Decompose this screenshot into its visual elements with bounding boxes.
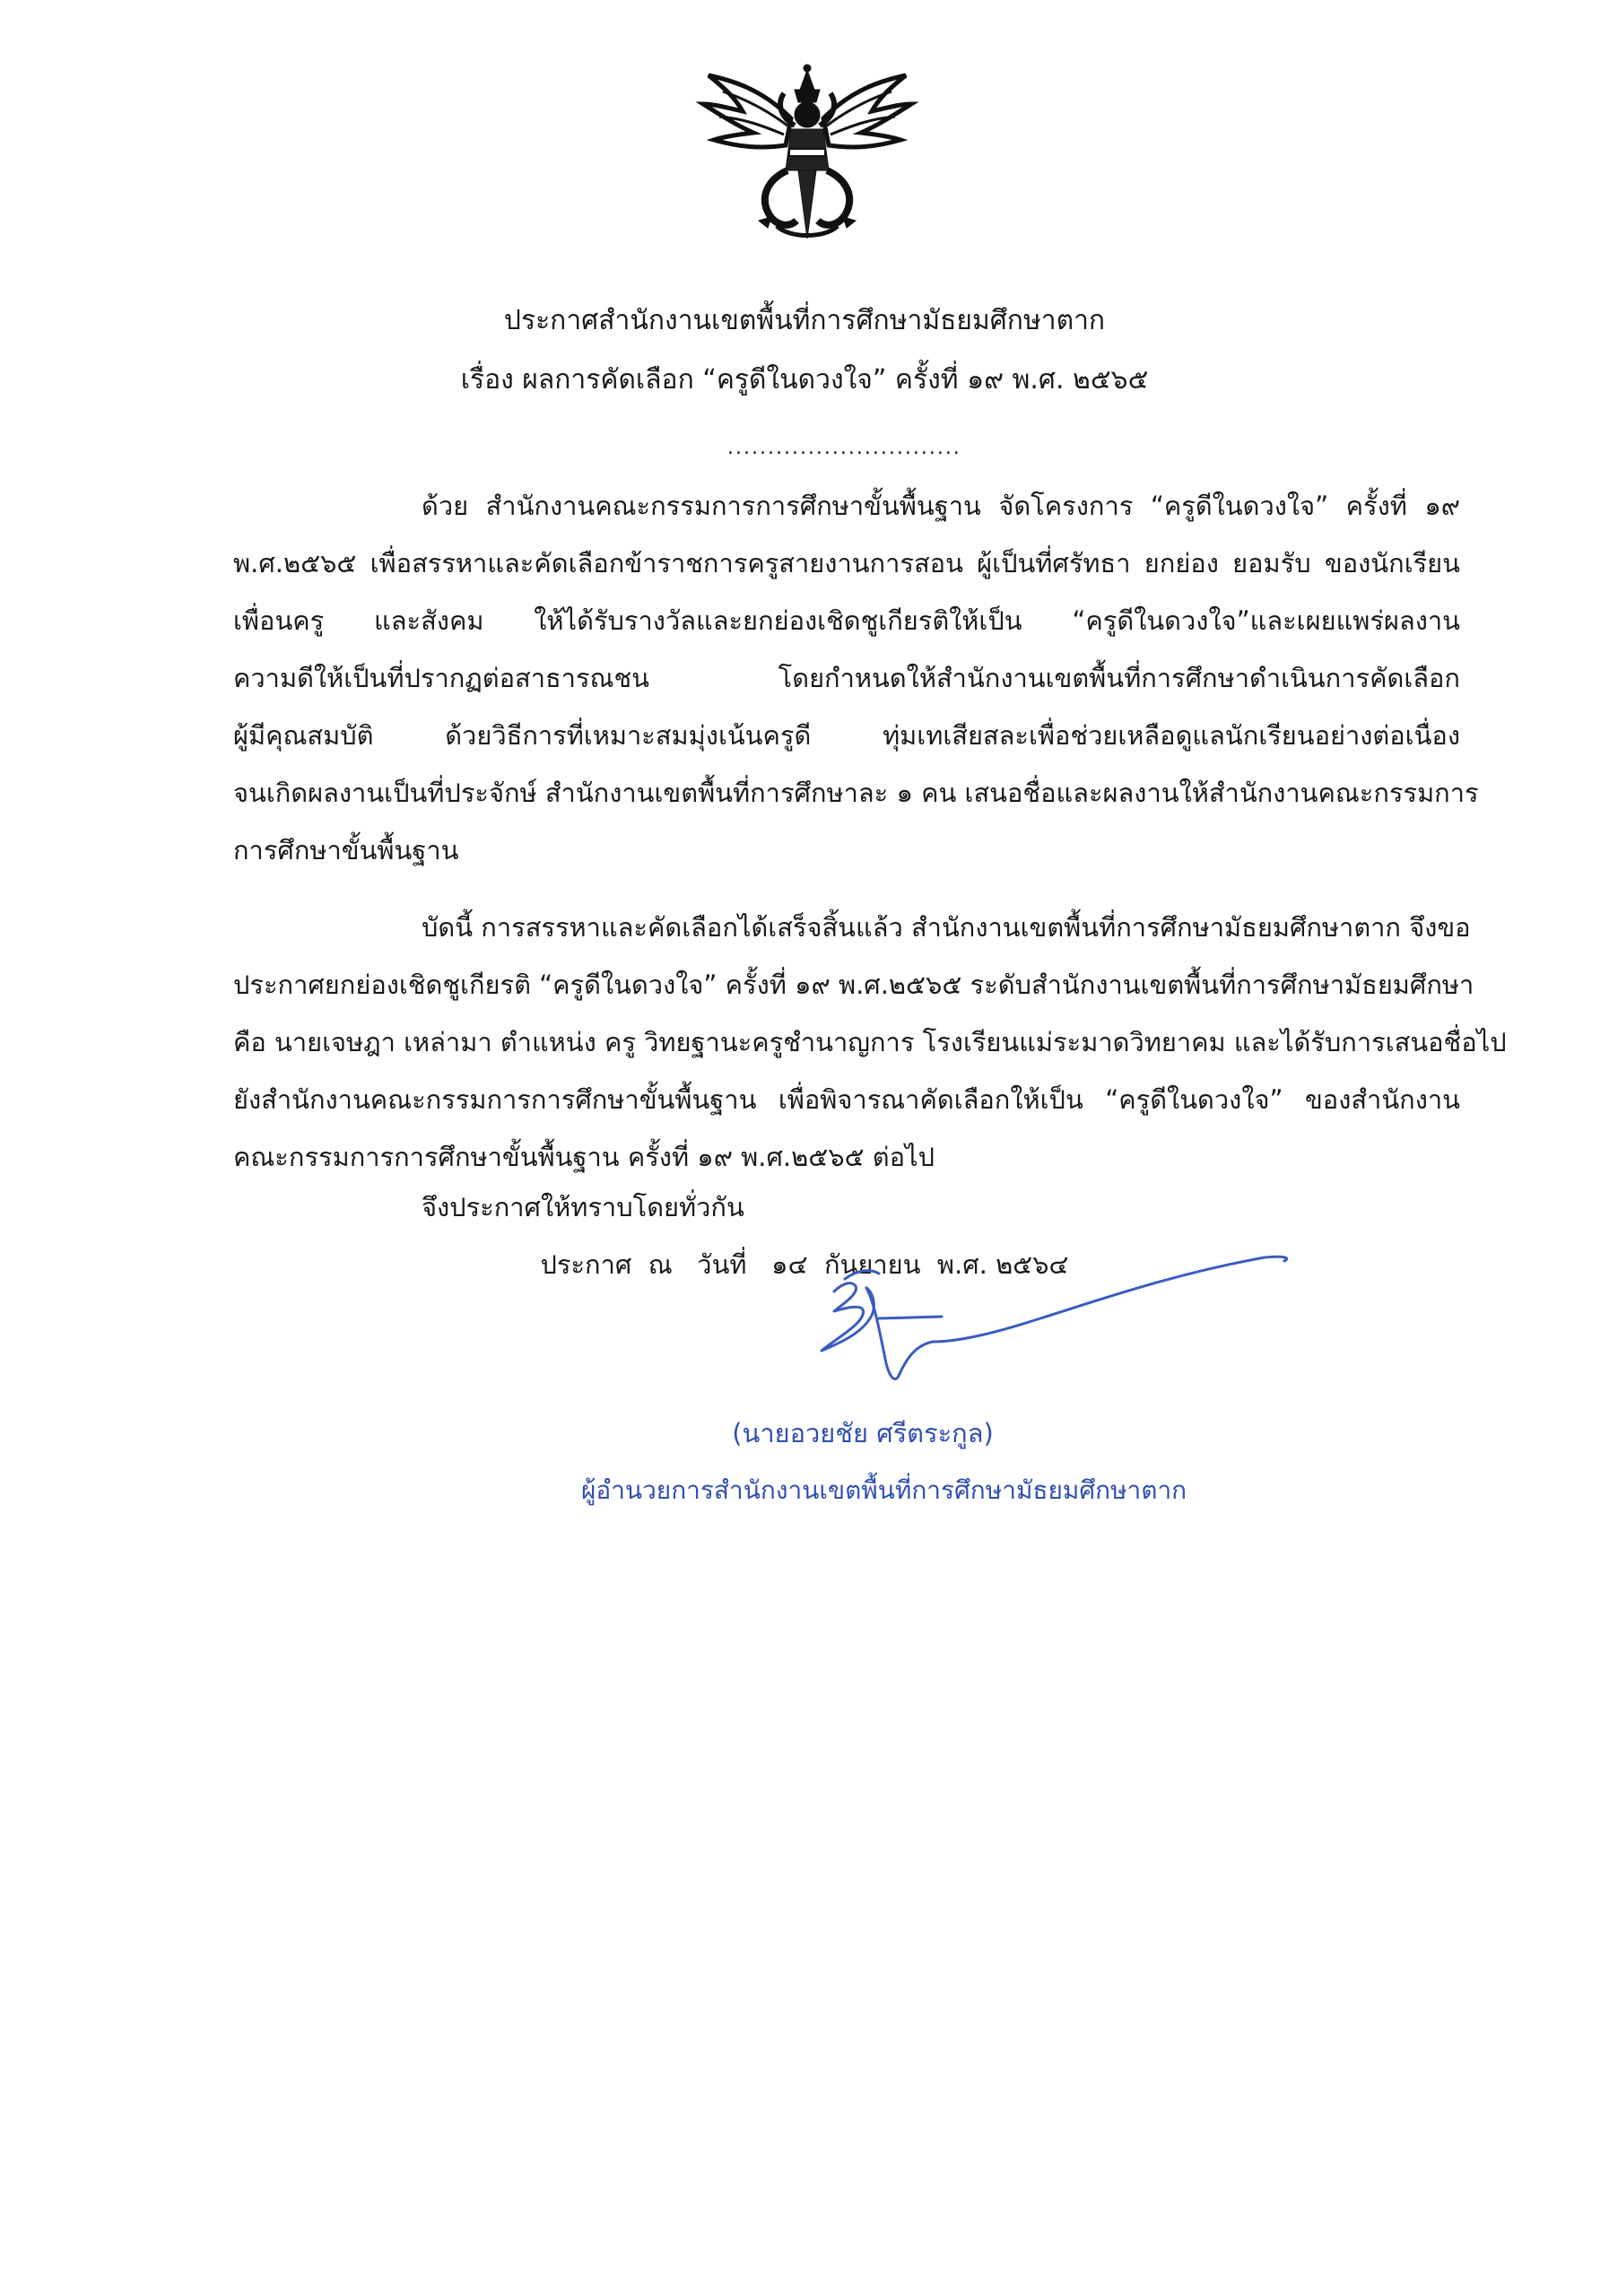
handwritten-signature-icon (780, 1193, 1300, 1399)
document-title: ประกาศสำนักงานเขตพื้นที่การศึกษามัธยมศึกษาตาก (503, 305, 1106, 336)
paragraph-1-line: เพื่อนครู และสังคม ให้ได้รับรางวัลและยกย่องเชิดชูเกียรติให้เป็น “ครูดีในดวงใจ”และเผยแพร่ผลงาน (233, 605, 1460, 636)
paragraph-1-line: ความดีให้เป็นที่ปรากฏต่อสาธารณชน โดยกำหนดให้สำนักงานเขตพื้นที่การศึกษาดำเนินการคัดเลือก (233, 663, 1460, 693)
paragraph-2-line: บัดนี้ การสรรหาและคัดเลือกได้เสร็จสิ้นแล้ว สำนักงานเขตพื้นที่การศึกษามัธยมศึกษาตาก จึงขอ (422, 912, 1471, 943)
closing-statement: จึงประกาศให้ทราบโดยทั่วกัน (422, 1192, 744, 1222)
announcement-date: ประกาศ ณ วันที่ ๑๔ กันยายน พ.ศ. ๒๕๖๔ (540, 1249, 1069, 1280)
paragraph-1-line: พ.ศ.๒๕๖๕ เพื่อสรรหาและคัดเลือกข้าราชการครูสายงานการสอน ผู้เป็นที่ศรัทธา ยกย่อง ยอมรับ ของนักเรียน (233, 548, 1460, 578)
document-subject: เรื่อง ผลการคัดเลือก “ครูดีในดวงใจ” ครั้งที่ ๑๙ พ.ศ. ๒๕๖๕ (460, 364, 1149, 396)
signatory-name: (นายอวยชัย ศรีตระกูล) (732, 1418, 994, 1448)
garuda-emblem-icon (691, 63, 924, 260)
separator-dots: ............................. (727, 437, 961, 459)
paragraph-1-line: ด้วย สำนักงานคณะกรรมการการศึกษาขั้นพื้นฐาน จัดโครงการ “ครูดีในดวงใจ” ครั้งที่ ๑๙ (422, 491, 1460, 521)
paragraph-1-line: จนเกิดผลงานเป็นที่ประจักษ์ สำนักงานเขตพื้นที่การศึกษาละ ๑ คน เสนอชื่อและผลงานให้สำนักงานคณะกรรมการ (233, 778, 1479, 808)
paragraph-2-line: ประกาศยกย่องเชิดชูเกียรติ “ครูดีในดวงใจ” ครั้งที่ ๑๙ พ.ศ.๒๕๖๕ ระดับสำนักงานเขตพื้นที่การศึกษามัธยมศึกษา (233, 970, 1474, 1000)
paragraph-1-line: ผู้มีคุณสมบัติ ด้วยวิธีการที่เหมาะสมมุ่งเน้นครูดี ทุ่มเทเสียสละเพื่อช่วยเหลือดูแลนักเรียนอย่างต่อเนื่อง (233, 720, 1460, 751)
signatory-position: ผู้อำนวยการสำนักงานเขตพื้นที่การศึกษามัธยมศึกษาตาก (581, 1475, 1187, 1505)
paragraph-2-line: คือ นายเจษฎา เหล่ามา ตำแหน่ง ครู วิทยฐานะครูชำนาญการ โรงเรียนแม่ระมาดวิทยาคม และได้รับการเสนอชื่อไป (233, 1027, 1507, 1057)
paragraph-2-line: ยังสำนักงานคณะกรรมการการศึกษาขั้นพื้นฐาน เพื่อพิจารณาคัดเลือกให้เป็น “ครูดีในดวงใจ” ของสำนักงาน (233, 1084, 1460, 1115)
paragraph-2-line: คณะกรรมการการศึกษาขั้นพื้นฐาน ครั้งที่ ๑๙ พ.ศ.๒๕๖๕ ต่อไป (233, 1142, 935, 1172)
paragraph-1-line: การศึกษาขั้นพื้นฐาน (233, 835, 459, 865)
